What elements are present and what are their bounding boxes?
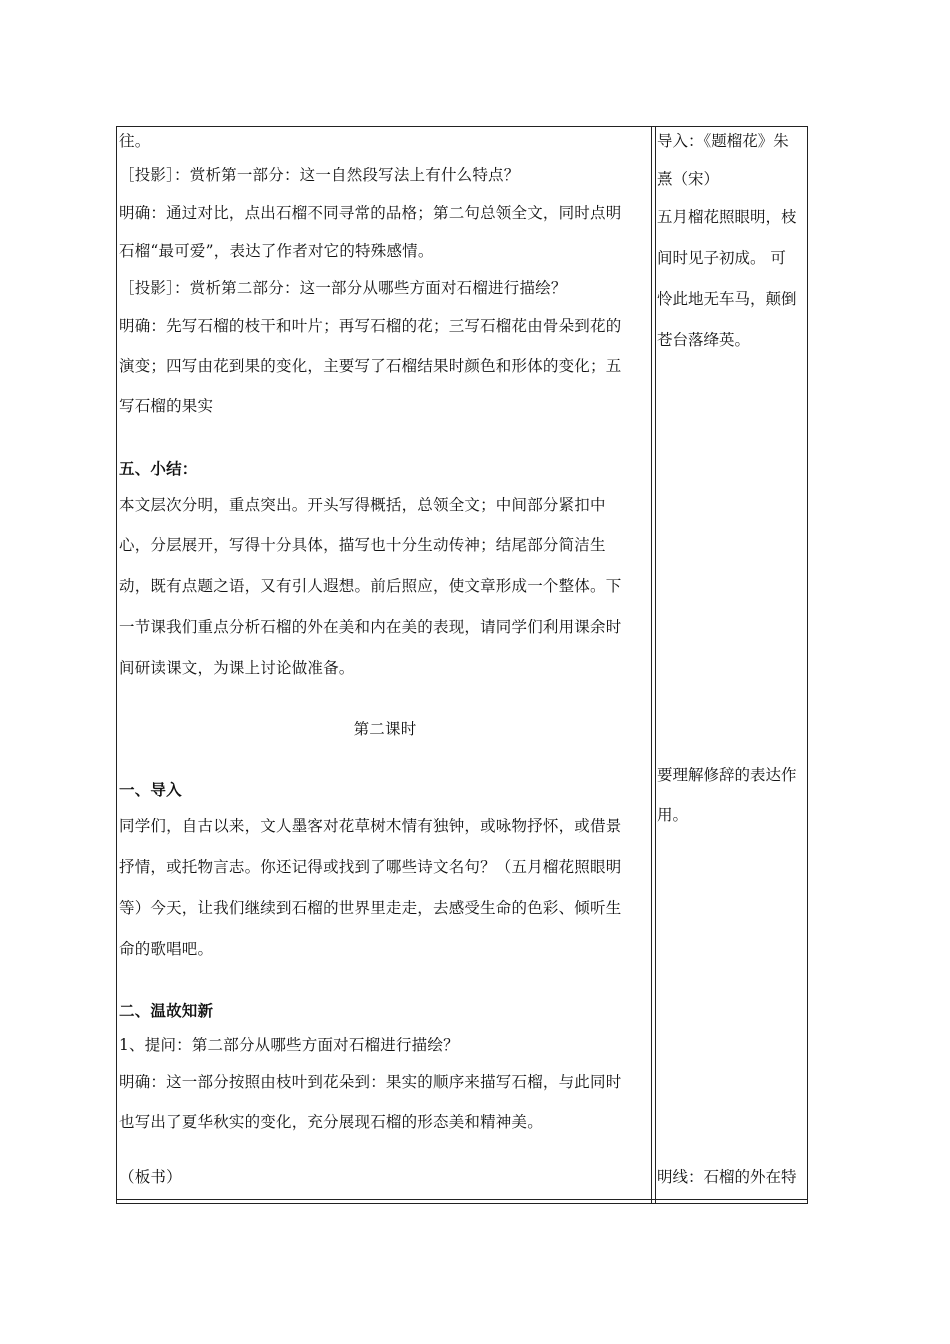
column-divider bbox=[651, 127, 652, 1203]
text-line: 明确：先写石榴的枝干和叶片；再写石榴的花；三写石榴花由骨朵到花的 bbox=[119, 317, 622, 335]
note-line: 怜此地无车马，颠倒 bbox=[657, 290, 797, 308]
note-line: 要理解修辞的表达作 bbox=[657, 766, 797, 784]
note-line: 苍台落绛英。 bbox=[657, 331, 751, 349]
text-line: 同学们，自古以来，文人墨客对花草树木情有独钟，或咏物抒怀，或借景 bbox=[119, 817, 622, 835]
text-line: 演变；四写由花到果的变化，主要写了石榴结果时颜色和形体的变化；五 bbox=[119, 357, 622, 375]
text-line: 等）今天，让我们继续到石榴的世界里走走，去感受生命的色彩、倾听生 bbox=[119, 899, 622, 917]
text-line: 抒情，或托物言志。你还记得或找到了哪些诗文名句？（五月榴花照眼明 bbox=[119, 858, 622, 876]
text-line: ［投影］：赏析第一部分：这一自然段写法上有什么特点？ bbox=[119, 166, 520, 184]
note-line: 间时见子初成。 可 bbox=[657, 249, 786, 267]
lesson-title: 第二课时 bbox=[353, 720, 417, 738]
text-line: 心，分层展开，写得十分具体，描写也十分生动传神；结尾部分简洁生 bbox=[119, 536, 606, 554]
column-divider bbox=[655, 127, 656, 1203]
text-line: 本文层次分明，重点突出。开头写得概括，总领全文；中间部分紧扣中 bbox=[119, 496, 606, 514]
text-line: 石榴“最可爱”，表达了作者对它的特殊感情。 bbox=[119, 242, 434, 260]
text-line: 明确：这一部分按照由枝叶到花朵到：果实的顺序来描写石榴，与此同时 bbox=[119, 1073, 622, 1091]
text-line: （板书） bbox=[119, 1168, 182, 1186]
note-line: 五月榴花照眼明，枝 bbox=[657, 208, 797, 226]
lesson-table bbox=[116, 126, 808, 1204]
text-line: 间研读课文，为课上讨论做准备。 bbox=[119, 659, 355, 677]
section-heading: 五、小结： bbox=[119, 459, 198, 478]
text-line: 写石榴的果实 bbox=[119, 397, 214, 415]
note-line: 用。 bbox=[657, 806, 689, 824]
text-line: 动，既有点题之语，又有引人遐想。前后照应，使文章形成一个整体。下 bbox=[119, 577, 622, 595]
text-line: 一节课我们重点分析石榴的外在美和内在美的表现，请同学们利用课余时 bbox=[119, 618, 622, 636]
text-line: 也写出了夏华秋实的变化，充分展现石榴的形态美和精神美。 bbox=[119, 1113, 543, 1131]
text-line: 往。 bbox=[119, 132, 151, 150]
text-line: 1、提问：第二部分从哪些方面对石榴进行描绘？ bbox=[119, 1036, 459, 1054]
note-line: 导入：《题榴花》朱 bbox=[657, 132, 789, 150]
section-heading: 一、导入 bbox=[119, 780, 182, 799]
text-line: ［投影］：赏析第二部分：这一部分从哪些方面对石榴进行描绘？ bbox=[119, 279, 567, 297]
text-line: 明确：通过对比，点出石榴不同寻常的品格；第二句总领全文，同时点明 bbox=[119, 204, 622, 222]
section-heading: 二、温故知新 bbox=[119, 1001, 214, 1020]
note-line: 熹（宋） bbox=[657, 170, 720, 188]
note-line: 明线：石榴的外在特 bbox=[657, 1168, 797, 1186]
text-line: 命的歌唱吧。 bbox=[119, 940, 214, 958]
